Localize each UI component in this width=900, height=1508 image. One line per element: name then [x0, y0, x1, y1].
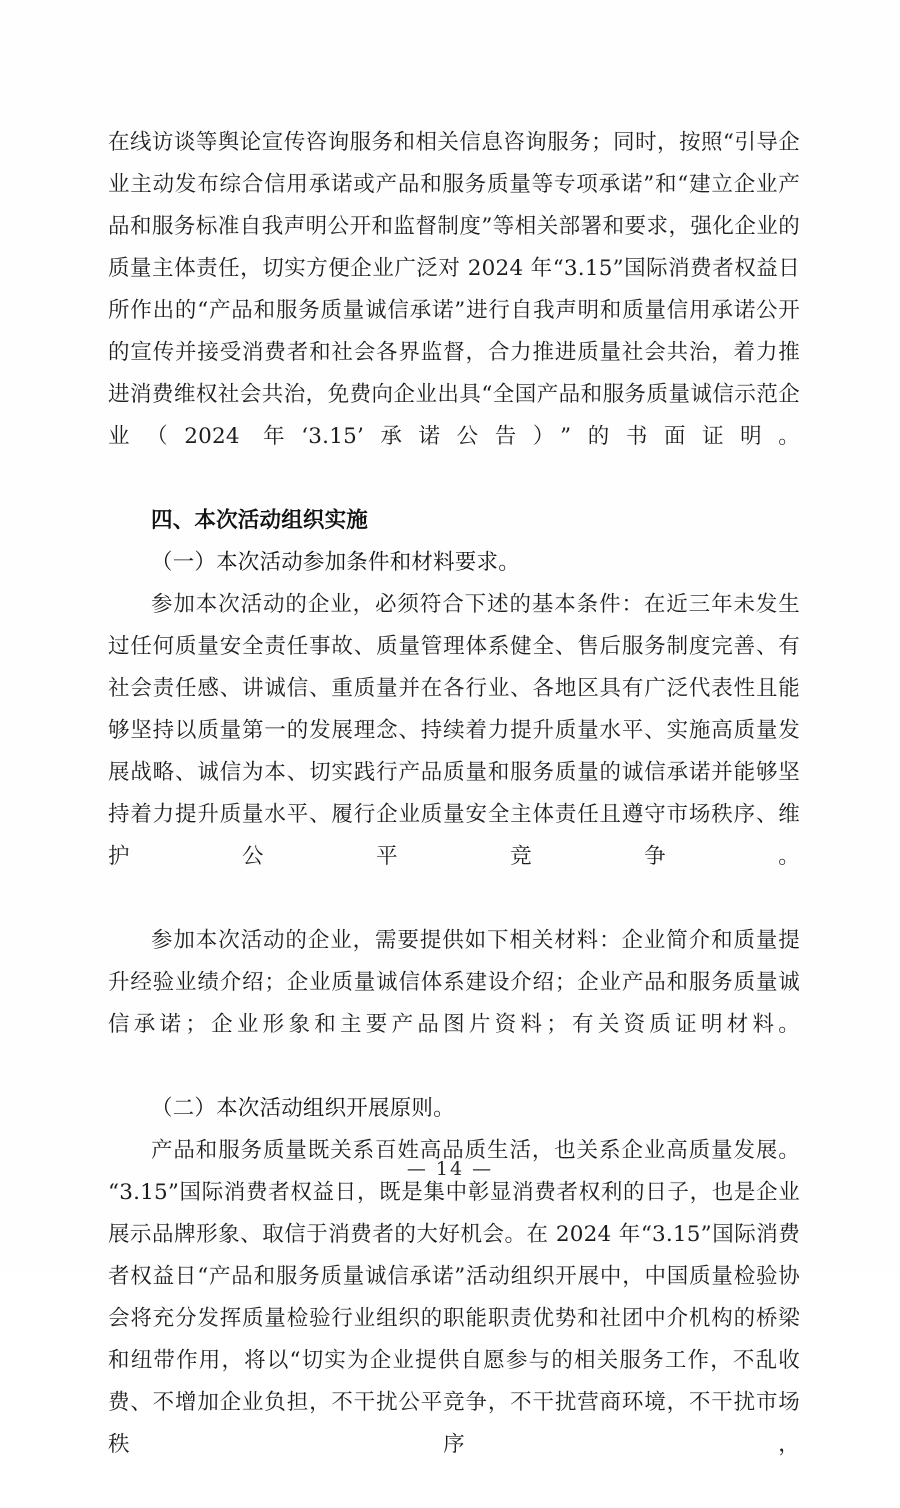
section-heading-four: 四、本次活动组织实施	[151, 508, 369, 533]
subsection-heading-one: （一）本次活动参加条件和材料要求。	[151, 550, 520, 575]
subsection-heading-two: （二）本次活动组织开展原则。	[151, 1096, 455, 1121]
page-number: — 14 —	[406, 1158, 494, 1180]
paragraph-continued-top: 在线访谈等舆论宣传咨询服务和相关信息咨询服务；同时，按照“引导企业主动发布综合信用承诺或产品和服务质量等专项承诺”和“建立企业产品和服务标准自我声明公开和监督制度”等相关部署和要求，强化企业的质量主体责任，切实方便企业广泛对 2024 年“3.15”国际消费者权益日所作出的“产品和服务质量诚信承诺”进行自我声明和质量信用承诺公开的宣传并接受消费者和社会各界监督，合力推进质量社会共治，着力推进消费维权社会共治，免费向企业出具“全国产品和服务质量诚信示范企业（2024 年‘3.15’承诺公告）”的书面证明。	[108, 130, 800, 449]
paragraph-organizing-principles: 产品和服务质量既关系百姓高品质生活，也关系企业高质量发展。“3.15”国际消费者权益日，既是集中彰显消费者权利的日子，也是企业展示品牌形象、取信于消费者的大好机会。在 2024 年“3.15”国际消费者权益日“产品和服务质量诚信承诺”活动组织开展中，中国质量检验协会将充分发挥质量检验行业组织的职能职责优势和社团中介机构的桥梁和纽带作用，将以“切实为企业提供自愿参与的相关服务工作，不乱收费、不增加企业负担，不干扰公平竞争，不干扰营商环境，不干扰市场秩序，	[108, 1138, 800, 1457]
document-body	[108, 122, 800, 1508]
paragraph-participation-conditions: 参加本次活动的企业，必须符合下述的基本条件：在近三年未发生过任何质量安全责任事故、质量管理体系健全、售后服务制度完善、有社会责任感、讲诚信、重质量并在各行业、各地区具有广泛代表性且能够坚持以质量第一的发展理念、持续着力提升质量水平、实施高质量发展战略、诚信为本、切实践行产品质量和服务质量的诚信承诺并能够坚持着力提升质量水平、履行企业质量安全主体责任且遵守市场秩序、维护公平竞争。	[108, 592, 800, 869]
paragraph-required-materials: 参加本次活动的企业，需要提供如下相关材料：企业简介和质量提升经验业绩介绍；企业质量诚信体系建设介绍；企业产品和服务质量诚信承诺；企业形象和主要产品图片资料；有关资质证明材料。	[108, 928, 800, 1037]
